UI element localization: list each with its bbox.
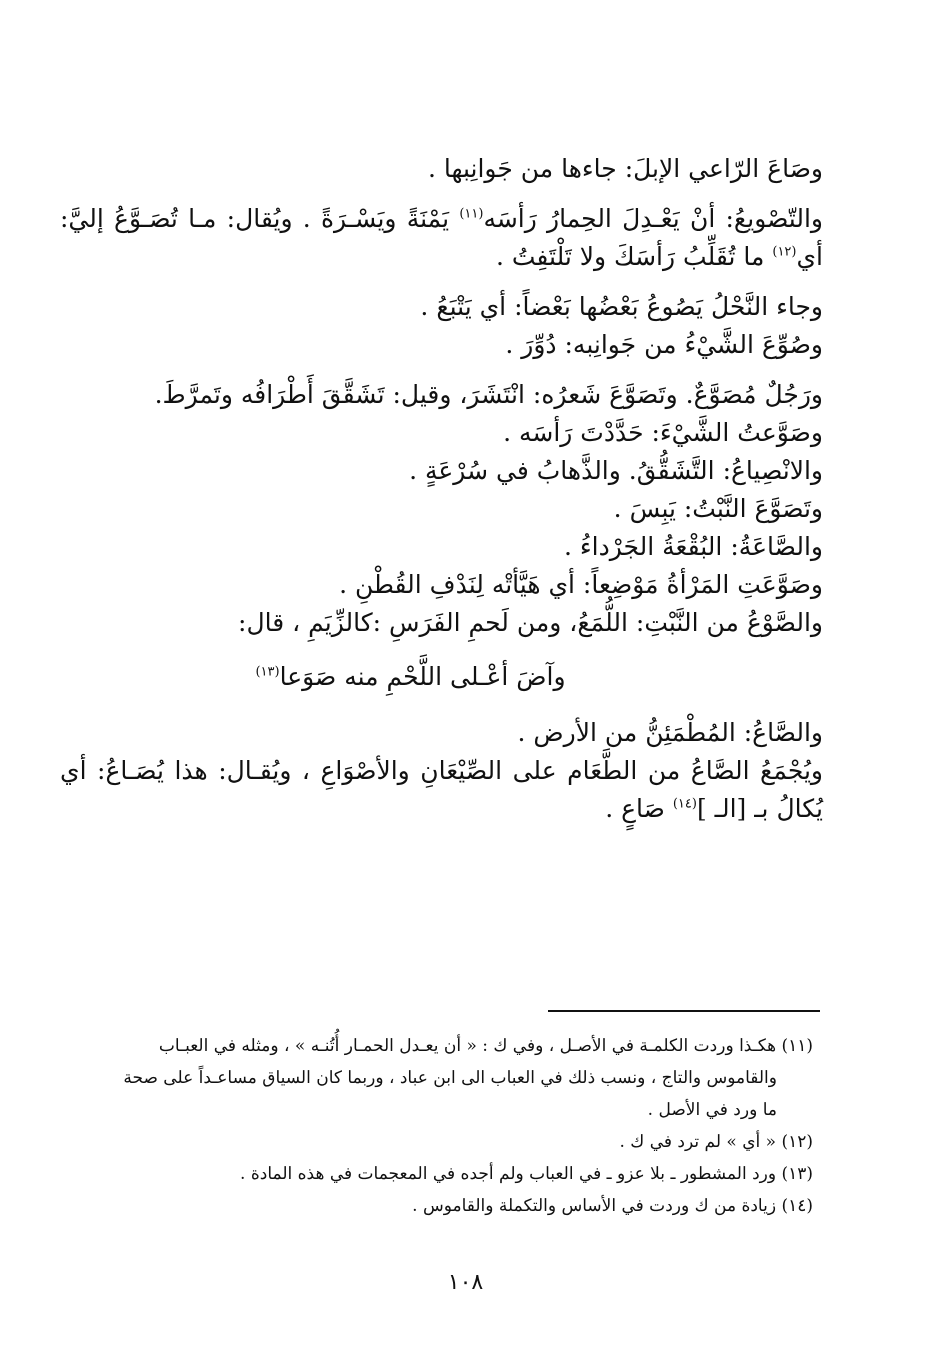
entry-tasweea	[60, 200, 841, 276]
entry-text: والصَّوْعُ من النَّبْتِ: اللُّمَعُ، ومن لَحمِ الفَرَسِ :كالزِّيَمِ ، قال:	[238, 608, 823, 637]
entry-saa-alrai	[60, 150, 841, 188]
entry-text: والصَّاعَةُ: البُقْعَةُ الجَرْداءُ .	[563, 532, 823, 561]
footnote-text: (١٢) « أي » لم ترد في ك .	[619, 1132, 813, 1152]
footnote-ref-13: (١٣)	[255, 664, 280, 680]
entry-text: ما تُقَلِّبُ رَأسَكَ ولا تَلْتَفِتُ .	[495, 242, 773, 271]
footnote-11	[85, 1030, 813, 1126]
entry-text: وصَوَّعتُ الشَّيْءَ: حَدَّدْتَ رَأسَه .	[503, 418, 823, 447]
footnote-text: (١١) هكـذا وردت الكلمـة في الأصـل ، وفي ك : « أن يعـدل الحمـار أُتُنـه » ، ومثله في العبـاب	[158, 1036, 813, 1056]
entry-text: والتّصْويعُ: أنْ يَعْـدِلَ الحِمارُ رَأسَه	[483, 204, 823, 233]
entry-text: ويُجْمَعُ الصَّاعُ من الطَّعَام على الصِّيْعَانِ والأصْوَاعِ ، ويُقـال: هذا يُصَـاعُ: أي يُكالُ بـ [الـ ]	[60, 756, 823, 823]
footnote-13	[85, 1158, 813, 1190]
entry-sawwatu	[60, 414, 841, 452]
page-number: ١٠٨	[447, 1270, 484, 1295]
entry-text: وصُوِّعَ الشَّيْءُ من جَوانِبه: دُوِّرَ .	[505, 330, 823, 359]
entry-siyan	[60, 752, 841, 828]
footnote-divider	[548, 1010, 820, 1012]
footnote-14	[85, 1190, 813, 1222]
footnote-ref-12: (١٢)	[772, 244, 797, 260]
entry-nabt	[60, 490, 841, 528]
footnote-text: والقاموس والتاج ، ونسب ذلك في العباب الى ابن عباد ، وربما كان السياق مساعـداً على صحة	[123, 1068, 777, 1088]
footnote-ref-14: (١٤)	[672, 796, 697, 812]
verse-text: وآضَ أعْـلى اللَّحْمِ منه صَوَعا	[279, 662, 566, 691]
footnotes	[85, 1030, 813, 1222]
footnote-text: (١٤) زيادة من ك وردت في الأساس والتكملة والقاموس .	[412, 1196, 813, 1216]
entry-text: يَمْنَةً ويَسْـرَةً . ويُقال: مـا تُصَـوَّعُ إليَّ: أي	[60, 204, 823, 271]
entry-musawwa	[60, 376, 841, 414]
entry-text: وصَوَّعَتِ المَرْأةُ مَوْضِعاً: أي هَيَّأتْه لِنَدْفِ القُطْنِ .	[339, 570, 823, 599]
entry-text: وصَاعَ الرّاعي الإبلَ: جاءها من جَوانِبها .	[427, 154, 823, 183]
entry-text: والصَّاعُ: المُطْمَئِنُّ من الأرض .	[517, 718, 823, 747]
entry-saaa	[60, 528, 841, 566]
footnote-ref-11: (١١)	[459, 206, 484, 222]
footnote-text: ما ورد في الأصل .	[647, 1100, 777, 1120]
entry-suwwia	[60, 326, 841, 364]
entry-text: وجاء النَّحْلُ يَصُوعُ بَعْضُها بَعْضاً: أي يَتْبَعُ .	[420, 292, 823, 321]
footnote-12	[85, 1126, 813, 1158]
entry-nahl	[60, 288, 841, 326]
entry-sawu	[60, 604, 841, 642]
dictionary-body	[60, 150, 841, 828]
entry-text: ورَجُلٌ مُصَوَّعٌ. وتَصَوَّعَ شَعرُه: انْتَشَرَ، وقيل: تَشَقَّقَ أَطْرَافُه وتَمرَّطَ.	[154, 380, 823, 409]
verse-line	[60, 658, 841, 696]
entry-mawdia	[60, 566, 841, 604]
entry-saa-ard	[60, 714, 841, 752]
footnote-text: (١٣) ورد المشطور ـ بلا عزو ـ في العباب ولم أجده في المعجمات في هذه المادة .	[240, 1164, 813, 1184]
entry-text: وتَصَوَّعَ النَّبْتُ: يَبِسَ .	[613, 494, 823, 523]
entry-insiyaa	[60, 452, 841, 490]
entry-text: صَاعٍ .	[605, 794, 673, 823]
entry-text: والانْصِياعُ: التَّشَقُّقُ. والذَّهابُ في سُرْعَةٍ .	[409, 456, 823, 485]
